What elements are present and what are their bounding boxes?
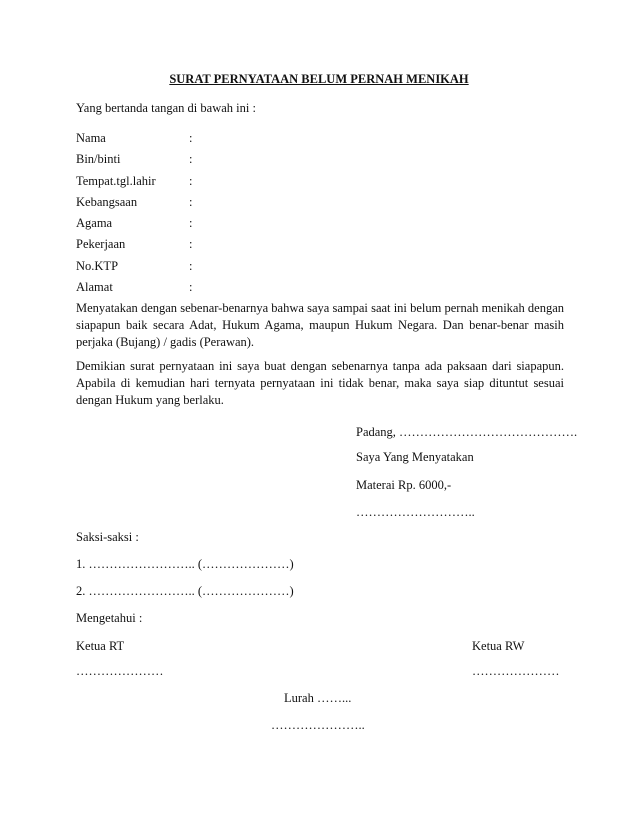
witness-line-1: 1. …………………….. (…………………) bbox=[76, 557, 294, 571]
ketua-rw-line: ………………… bbox=[472, 664, 560, 678]
statement-paragraph: Menyatakan dengan sebenar-benarnya bahwa saya sampai saat ini belum pernah menikah dengan siapapun baik secara Adat, Hukum Agama, maupun Hukum Negara. Dan benar-benar masih perjaka (Bujang) / gadis (Perawan). bbox=[76, 301, 564, 349]
field-label: Kebangsaan bbox=[76, 195, 138, 209]
field-separator: : bbox=[189, 174, 193, 188]
place-date: Padang, ……………………………………. bbox=[356, 425, 578, 439]
intro-text: Yang bertanda tangan di bawah ini : bbox=[76, 101, 256, 115]
document-title: SURAT PERNYATAAN BELUM PERNAH MENIKAH bbox=[169, 72, 469, 86]
witness-line-2: 2. …………………….. (…………………) bbox=[76, 584, 294, 598]
ketua-rw-label: Ketua RW bbox=[472, 639, 525, 653]
ketua-rt-line: ………………… bbox=[76, 664, 164, 678]
field-label: No.KTP bbox=[76, 259, 119, 273]
field-label: Pekerjaan bbox=[76, 237, 126, 251]
stamp-note: Materai Rp. 6000,- bbox=[356, 478, 452, 492]
field-label: Tempat.tgl.lahir bbox=[76, 174, 156, 188]
field-separator: : bbox=[189, 237, 193, 251]
field-separator: : bbox=[189, 259, 193, 273]
ketua-rt-label: Ketua RT bbox=[76, 639, 125, 653]
field-separator: : bbox=[189, 152, 193, 166]
signer-name-line: ……………………….. bbox=[356, 505, 475, 519]
acknowledgement-heading: Mengetahui : bbox=[76, 611, 143, 625]
lurah-label: Lurah ……... bbox=[284, 691, 352, 705]
declaration-paragraph: Demikian surat pernyataan ini saya buat dengan sebenarnya tanpa ada paksaan dari siapapun. Apabila di kemudian hari ternyata pernyataan ini tidak benar, maka saya siap dituntut sesuai dengan Hukum yang berlaku. bbox=[76, 359, 564, 407]
field-separator: : bbox=[189, 131, 193, 145]
field-separator: : bbox=[189, 280, 193, 294]
field-label: Bin/binti bbox=[76, 152, 121, 166]
lurah-line: ………………….. bbox=[271, 718, 365, 732]
field-separator: : bbox=[189, 216, 193, 230]
field-label: Nama bbox=[76, 131, 106, 145]
field-label: Agama bbox=[76, 216, 113, 230]
witnesses-heading: Saksi-saksi : bbox=[76, 530, 139, 544]
field-label: Alamat bbox=[76, 280, 113, 294]
field-separator: : bbox=[189, 195, 193, 209]
signer-title: Saya Yang Menyatakan bbox=[356, 450, 474, 464]
